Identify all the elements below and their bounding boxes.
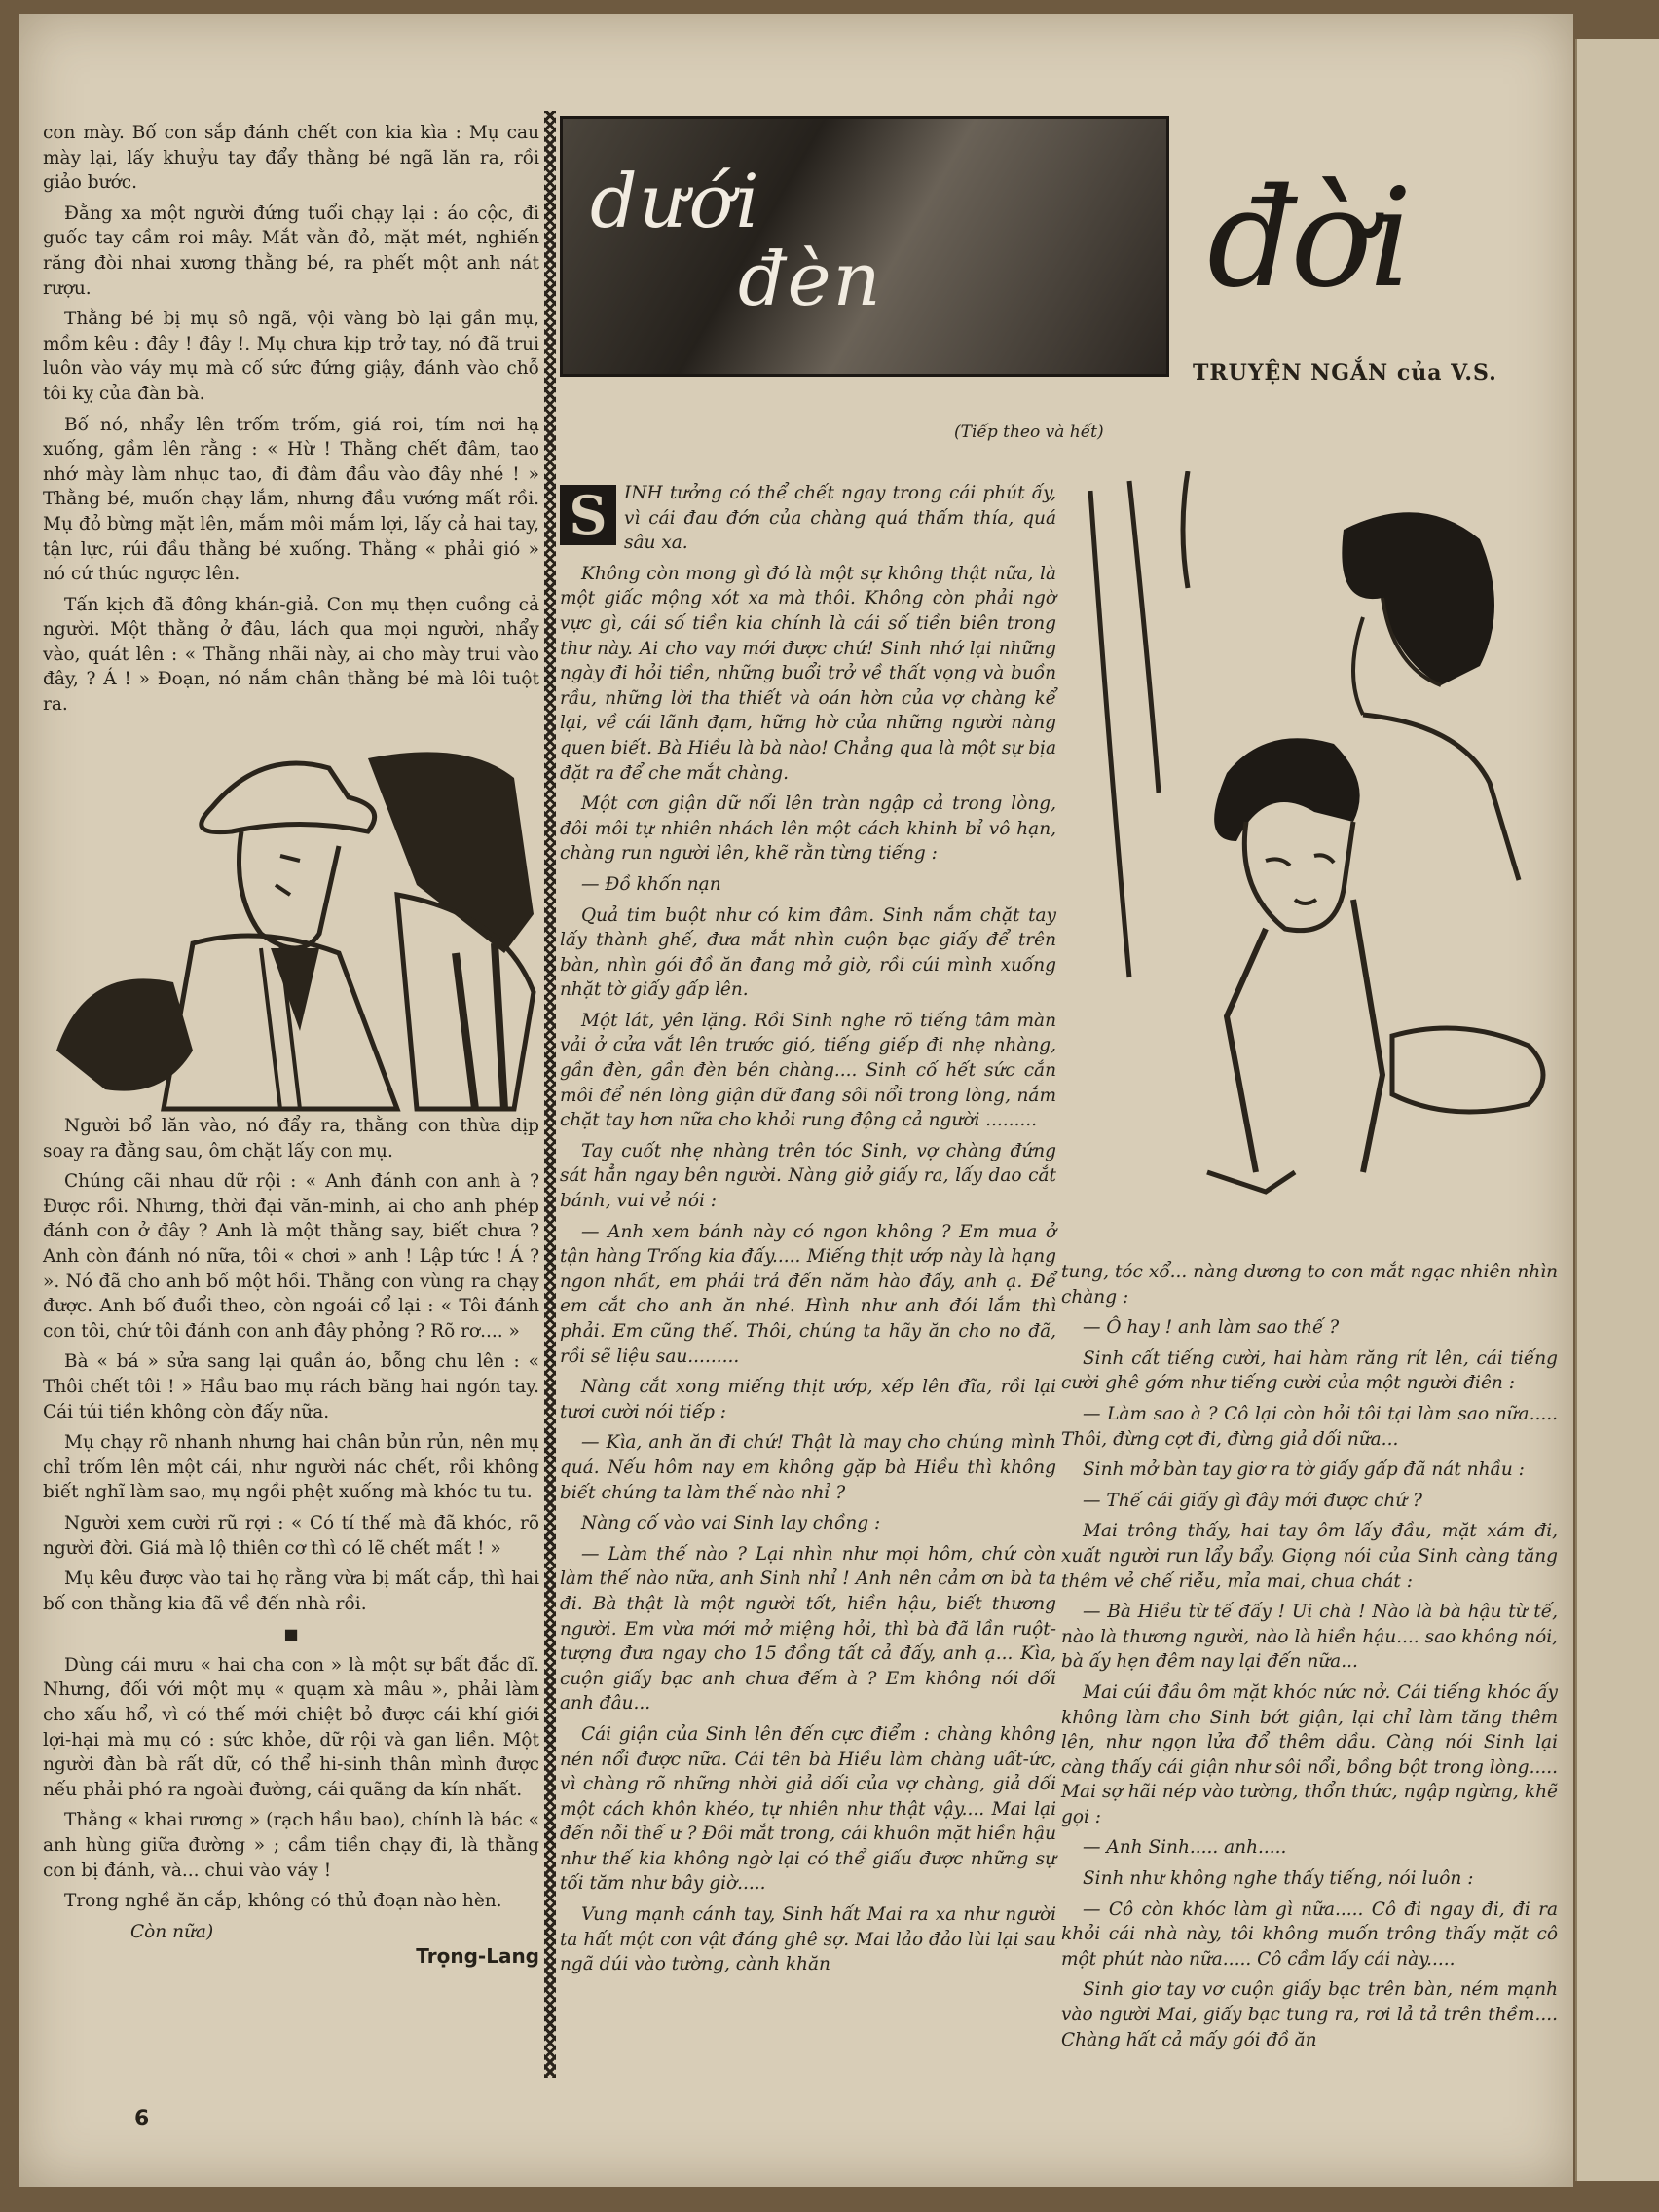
paragraph: Sinh như không nghe thấy tiếng, nói luôn : — [1083, 1868, 1474, 1890]
byline: TRUYỆN NGẮN của V.S. — [1193, 360, 1497, 386]
paragraph: Sinh giơ tay vơ cuộn giấy bạc trên bàn, ném mạnh vào người Mai, giấy bạc tung ra, rơi lả tả trên thềm.... Chàng hất cả mấy gói đồ ăn — [1061, 1979, 1558, 2050]
paragraph: Mai cúi đầu ôm mặt khóc nức nở. Cái tiếng khóc ấy không làm cho Sinh bớt giận, lại chỉ làm tăng thêm lên, như ngọn lửa đổ thêm dầu. Càng nói Sinh lại càng thấy cái giận như sôi nổi, bồng bột trong lòng..... Mai sợ hãi nép vào tường, thổn thức, ngập ngừng, khẽ gọi : — [1061, 1681, 1558, 1827]
next-page-edge — [1575, 39, 1659, 2181]
paragraph: Không còn mong gì đó là một sự không thật nữa, là một giấc mộng xót xa mà thôi. Không còn phải ngờ vực gì, cái số tiền kia chính là cái số tiền biên trong thư này. Ai cho vay mới được chứ! Sinh nhớ lại những ngày đi hỏi tiền, những buổi trở về thất vọng và buồn rầu, những lời tha thiết và oán hờn của vợ chàng kể lại, về cái lãnh đạm, hững hờ của những người nàng quen biết. Bà Hiều là bà nào! Chẳng qua là một sự bịa đặt ra để che mắt chàng. — [560, 563, 1056, 784]
paragraph: Dùng cái mưu « hai cha con » là một sự bất đắc dĩ. Nhưng, đối với một mụ « quạm xà mâu », phải làm cho xấu hổ, vì có thế mới chiệt bỏ được cái khí giới lợi-hại mà mụ có : sức khỏe, dữ rội và gan liền. Một người đàn bà rất dữ, có thể hi-sinh thân mình được nếu phải phó ra ngoài đường, cái quãng da kín nhất. — [43, 1654, 539, 1800]
paragraph: — Bà Hiều từ tế đấy ! Ui chà ! Nào là bà hậu từ tế, nào là thương người, nào là hiền hậu.... sao không nói, bà ấy hẹn đêm nay lại đến nữa... — [1061, 1602, 1558, 1673]
title-word-large: đời — [1207, 160, 1409, 318]
paragraph: Một cơn giận dữ nổi lên tràn ngập cả trong lòng, đôi môi tự nhiên nhách lên một cách khinh bỉ vô hạn, chàng run người lên, khẽ rằn từng tiếng : — [560, 793, 1056, 865]
title-word: đèn — [738, 236, 883, 322]
paragraph: Thằng « khai rương » (rạch hầu bao), chính là bác « anh hùng giữa đường » ; cầm tiền chạy đi, là thằng con bị đánh, và... chui vào váy ! — [43, 1810, 539, 1881]
paragraph: Quả tim buột như có kim đâm. Sinh nắm chặt tay lấy thành ghế, đưa mắt nhìn cuộn bạc giấy để trên bàn, nhìn gói đồ ăn đang mở giờ, rồi cúi mình xuống nhặt tờ giấy gấp lên. — [560, 904, 1056, 1001]
paragraph: Nàng cắt xong miếng thịt ướp, xếp lên đĩa, rồi lại tươi cười nói tiếp : — [560, 1377, 1056, 1422]
paragraph: Thằng bé bị mụ sô ngã, vội vàng bò lại gần mụ, mồm kêu : đây ! đây !. Mụ chưa kịp trở tay, nó đã trui luôn vào váy mụ mà cố sức đứng giậy, đánh vào chỗ tôi kỵ của đàn bà. — [43, 309, 539, 404]
author-signature: Trọng-Lang — [416, 1944, 539, 1969]
paragraph: Tấn kịch đã đông khán-giả. Con mụ thẹn cuồng cả người. Một thằng ở đâu, lách qua mọi người, nhẩy vào, quát lên : « Thằng nhãi này, ai cho mày trui vào đây, ? Á ! » Đoạn, nó nắm chân thằng bé mà lôi tuột ra. — [43, 594, 539, 716]
paragraph: — Anh Sinh..... anh..... — [1083, 1837, 1287, 1859]
paragraph: — Làm sao à ? Cô lại còn hỏi tôi tại làm sao nữa..... Thôi, đừng cợt đi, đừng giả dối nữa... — [1061, 1403, 1558, 1450]
page-number: 6 — [134, 2107, 150, 2131]
paragraph: Chúng cãi nhau dữ rội : « Anh đánh con anh à ? Được rồi. Nhưng, thời đại văn-minh, ai cho anh phép đánh con ở đây ? Anh là một thằng say, biết chưa ? Anh còn đánh nó nữa, tôi « chơi » anh ! Lập tức ! Á ? ». Nó đã cho anh bố một hồi. Thằng con vùng ra chạy được. Anh bố đuổi theo, còn ngoái cổ lại : « Tôi đánh con tôi, chứ tôi đánh con anh đây phỏng ? Rõ rơ.... » — [43, 1171, 539, 1342]
paragraph: Tay cuốt nhẹ nhàng trên tóc Sinh, vợ chàng đứng sát hẳn ngay bên người. Nàng giở giấy ra, lấy dao cắt bánh, vui vẻ nói : — [560, 1140, 1056, 1212]
section-separator: ■ — [283, 1625, 299, 1644]
paragraph: Mai trông thấy, hai tay ôm lấy đầu, mặt xám đi, xuất người run lẩy bẩy. Giọng nói của Sinh càng tăng thêm vẻ chế riễu, mỉa mai, chua chát : — [1061, 1521, 1558, 1592]
right-column — [1061, 1260, 1558, 2058]
newspaper-page — [19, 14, 1573, 2187]
paragraph: — Thế cái giấy gì đây mới được chứ ? — [1083, 1490, 1422, 1511]
paragraph: — Cô còn khóc làm gì nữa..... Cô đi ngay đi, đi ra khỏi cái nhà này, tôi không muốn trông thấy mặt cô một phút nào nữa..... Cô cầm lấy cái này..... — [1061, 1899, 1558, 1970]
paragraph-text: INH tưởng có thể chết ngay trong cái phút ấy, vì cái đau đớn của chàng quá thấm thía, quá sâu xa. — [624, 483, 1056, 554]
paragraph: Mụ chạy rõ nhanh nhưng hai chân bủn rủn, nên mụ chỉ trốm lên một cái, như người nác chết, rồi không biết nghĩ làm sao, mụ ngồi phệt xuống mà khóc tu tu. — [43, 1432, 539, 1503]
title-photo — [560, 116, 1169, 377]
paragraph: Đằng xa một người đứng tuổi chạy lại : áo cộc, đi guốc tay cầm roi mây. Mắt vằn đỏ, mặt mét, nghiến răng đòi nhai xương thằng bé, ra phết một anh nát rượu. — [43, 203, 539, 299]
column-divider — [544, 111, 556, 2078]
paragraph: — Đồ khốn nạn — [581, 873, 721, 895]
paragraph: — Kìa, anh ăn đi chứ! Thật là may cho chúng mình quá. Nếu hôm nay em không gặp bà Hiều thì không biết chúng ta làm thế nào nhỉ ? — [560, 1432, 1056, 1503]
paragraph: con mày. Bố con sắp đánh chết con kia kìa : Mụ cau mày lại, lấy khuỷu tay đẩy thằng bé ngã lăn ra, rồi giảo bước. — [43, 123, 539, 194]
left-upper-text — [43, 121, 539, 718]
paragraph: Vung mạnh cánh tay, Sinh hất Mai ra xa như người ta hất một con vật đáng ghê sợ. Mai lảo đảo lùi lại sau ngã dúi vào tường, cành khăn — [560, 1904, 1056, 1975]
left-lower-text — [43, 1114, 539, 1975]
paragraph: Bà « bá » sửa sang lại quần áo, bỗng chu lên : « Thôi chết tôi ! » Hầu bao mụ rách băng hai ngón tay. Cái túi tiền không còn đấy nữa. — [43, 1351, 539, 1422]
paragraph: Một lát, yên lặng. Rồi Sinh nghe rõ tiếng tâm màn vải ở cửa vắt lên trước gió, tiếng giếp đi nhẹ nhàng, gần đèn, gần đèn bên chàng.... Sinh cố hết sức cắn môi để nén lòng giận dữ đang sôi nổi trong lòng, nắm chặt tay hơn nữa cho khỏi rung động cả người ......... — [560, 1010, 1056, 1131]
left-column — [43, 121, 539, 1969]
paragraph: — Anh xem bánh này có ngon không ? Em mua ở tận hàng Trống kia đấy..... Miếng thịt ướp này là hạng ngon nhất, em phải trả đến năm hào đấy, anh ạ. Để em cắt cho anh ăn nhé. Hình như anh đói lắm thì phải. Em cũng thế. Thôi, chúng ta hãy ăn cho no đã, rồi sẽ liệu sau......... — [560, 1221, 1056, 1367]
to-be-continued: Còn nữa) — [130, 1921, 214, 1942]
paragraph: Cái giận của Sinh lên đến cực điểm : chàng không nén nổi được nữa. Cái tên bà Hiều làm chàng uất-ức, vì chàng rõ những nhời giả dối của vợ chàng, giả dối một cách khôn khéo, tự nhiên như thật vậy.... Mai lại đến nỗi thế ư ? Đôi mắt trong, cái khuôn mặt hiền hậu như thế kia không ngờ lại có thể giấu được những sự tối tăm như bây giờ..... — [560, 1723, 1056, 1895]
continued-note: (Tiếp theo và hết) — [954, 423, 1104, 442]
couple-illustration — [1071, 471, 1573, 1240]
paragraph: — Làm thế nào ? Lại nhìn như mọi hôm, chứ còn làm thế nào nữa, anh Sinh nhỉ ! Anh nên cảm ơn bà ta đi. Bà thật là một người tốt, hiền hậu, biết thương người. Em vừa mới mở miệng hỏi, thì bà đã lần ruột-tượng đưa ngay cho 15 đồng tất cả đấy, anh ạ... Kìa, cuộn giấy bạc anh chưa đếm à ? Em không nói dối anh đâu... — [560, 1543, 1056, 1714]
paragraph: Người xem cười rũ rợi : « Có tí thế mà đã khóc, rõ người đời. Giá mà lộ thiên cơ thì có lẽ chết mất ! » — [43, 1512, 539, 1559]
paragraph: Trong nghề ăn cắp, không có thủ đoạn nào hèn. — [64, 1891, 502, 1912]
paragraph: tung, tóc xổ... nàng dương to con mắt ngạc nhiên nhìn chàng : — [1061, 1262, 1558, 1308]
middle-column — [560, 481, 1056, 1983]
paragraph: Sinh mở bàn tay giơ ra tờ giấy gấp đã nát nhầu : — [1083, 1459, 1525, 1481]
man-in-hat-illustration — [47, 739, 543, 1119]
paragraph: Người bổ lăn vào, nó đẩy ra, thằng con thừa dịp soay ra đằng sau, ôm chặt lấy con mụ. — [43, 1116, 539, 1161]
paragraph: Sinh cất tiếng cười, hai hàm răng rít lên, cái tiếng cười ghê gớm như tiếng cười của một người điên : — [1061, 1347, 1558, 1394]
drop-cap: S — [560, 485, 616, 545]
opening-paragraph — [560, 481, 1056, 556]
paragraph: — Ô hay ! anh làm sao thế ? — [1083, 1317, 1340, 1339]
paragraph: Nàng cố vào vai Sinh lay chồng : — [581, 1513, 881, 1534]
paragraph: Mụ kêu được vào tai họ rằng vừa bị mất cắp, thì hai bố con thằng kia đã về đến nhà rồi. — [43, 1568, 539, 1614]
paragraph: Bố nó, nhẩy lên trốm trốm, giá roi, tím nơi hạ xuống, gầm lên rằng : « Hừ ! Thằng chết đâm, tao nhớ mày làm nhục tao, đi đâm đầu vào đây nhé ! » Thằng bé, muốn chạy lắm, nhưng đầu vướng mất rồi. Mụ đỏ bừng mặt lên, mắm môi mắm lợi, lấy cả hai tay, tận lực, rúi đầu thằng bé xuống. Thằng « phải gió » nó cứ thúc ngược lên. — [43, 414, 539, 585]
title-word: dưới — [590, 158, 761, 244]
